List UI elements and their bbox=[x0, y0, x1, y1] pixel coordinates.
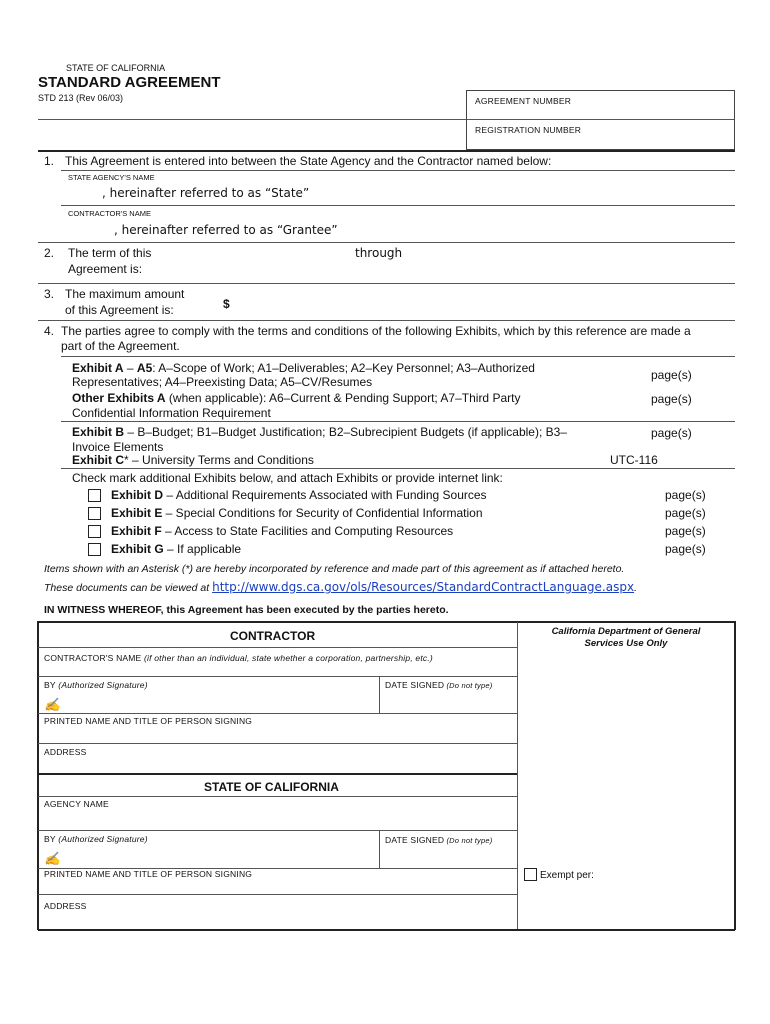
agreement-number-field[interactable] bbox=[466, 90, 735, 150]
state-date-label: DATE SIGNED bbox=[385, 835, 445, 845]
exhibit-b-description-line-2: Invoice Elements bbox=[72, 440, 164, 454]
term-label-line-2: Agreement is: bbox=[68, 262, 143, 276]
check-mark-instructions: Check mark additional Exhibits below, and attach Exhibits or provide internet link: bbox=[72, 471, 503, 485]
contractor-by-label: BY bbox=[44, 680, 56, 690]
other-exhibits-description: (when applicable): A6–Current & Pending Support; A7–Third Party bbox=[165, 391, 521, 405]
witness-statement: IN WITNESS WHEREOF, this Agreement has been executed by the parties hereto. bbox=[44, 604, 449, 616]
section-1-number: 1. bbox=[44, 154, 55, 168]
term-through-label: through bbox=[355, 246, 403, 260]
contractor-name-field-label[interactable] bbox=[44, 653, 433, 663]
contractor-date-note: (Do not type) bbox=[444, 681, 493, 690]
state-signature-field[interactable] bbox=[44, 834, 148, 844]
state-heading: STATE OF CALIFORNIA bbox=[204, 780, 339, 794]
contractor-address-field[interactable]: ADDRESS bbox=[44, 747, 87, 757]
exhibit-c-reference: UTC-116 bbox=[610, 453, 658, 467]
standard-contract-language-link[interactable]: http://www.dgs.ca.gov/ols/Resources/StandardContractLanguage.aspx bbox=[212, 580, 635, 594]
section-4-text-line-1: The parties agree to comply with the terms and conditions of the following Exhibits, which by this reference are made a bbox=[61, 324, 691, 338]
agreement-number-label: AGREEMENT NUMBER bbox=[475, 96, 572, 106]
contractor-name-label: CONTRACTOR'S NAME bbox=[68, 209, 151, 218]
state-by-note: (Authorized Signature) bbox=[55, 834, 148, 844]
state-of-california-label: STATE OF CALIFORNIA bbox=[66, 63, 166, 73]
exhibit-g-row bbox=[111, 542, 241, 556]
state-agency-name-label: STATE AGENCY'S NAME bbox=[68, 173, 155, 182]
page-title: STANDARD AGREEMENT bbox=[38, 74, 221, 91]
exhibit-d-description: – Additional Requirements Associated with Funding Sources bbox=[163, 488, 487, 502]
exempt-checkbox[interactable] bbox=[524, 868, 537, 881]
exhibit-d-row bbox=[111, 488, 487, 502]
exhibit-a-description-line-2: Representatives; A4–Preexisting Data; A5–CV/Resumes bbox=[72, 375, 373, 389]
state-date-note: (Do not type) bbox=[444, 836, 493, 845]
contractor-by-note: (Authorized Signature) bbox=[55, 680, 148, 690]
exhibit-a-label: Exhibit A bbox=[72, 361, 124, 375]
exhibit-c-description: * – University Terms and Conditions bbox=[124, 453, 314, 467]
max-amount-label-line-2: of this Agreement is: bbox=[65, 303, 174, 317]
section-1-text: This Agreement is entered into between the State Agency and the Contractor named below: bbox=[65, 154, 552, 168]
state-by-label: BY bbox=[44, 834, 56, 844]
dgs-use-only-line-1: California Department of General bbox=[551, 626, 701, 637]
exhibit-b-pages: page(s) bbox=[651, 426, 692, 440]
exhibit-a-dash: – bbox=[123, 361, 137, 375]
state-agency-name-field[interactable]: , hereinafter referred to as “State” bbox=[102, 186, 310, 200]
exempt-per-label: Exempt per: bbox=[540, 870, 594, 881]
max-amount-label-line-1: The maximum amount bbox=[65, 287, 185, 301]
exhibit-c-row bbox=[72, 453, 314, 467]
other-exhibits-description-line-2: Confidential Information Requirement bbox=[72, 406, 271, 420]
exhibit-a-pages: page(s) bbox=[651, 368, 692, 382]
section-2-number: 2. bbox=[44, 246, 55, 260]
section-4-number: 4. bbox=[44, 324, 55, 338]
state-address-field[interactable]: ADDRESS bbox=[44, 901, 87, 911]
exhibit-a-row bbox=[72, 361, 535, 375]
exhibit-c-label: Exhibit C bbox=[72, 453, 125, 467]
viewed-at-period: . bbox=[634, 582, 637, 594]
agency-name-field[interactable]: AGENCY NAME bbox=[44, 799, 109, 809]
contractor-name-label-text: CONTRACTOR'S NAME bbox=[44, 653, 142, 663]
form-id: STD 213 (Rev 06/03) bbox=[38, 93, 124, 103]
exhibit-f-pages: page(s) bbox=[665, 524, 706, 538]
state-printed-name-field[interactable]: PRINTED NAME AND TITLE OF PERSON SIGNING bbox=[44, 869, 253, 879]
contractor-heading: CONTRACTOR bbox=[230, 629, 316, 643]
exhibit-f-row bbox=[111, 524, 453, 538]
exhibit-e-description: – Special Conditions for Security of Confidential Information bbox=[162, 506, 483, 520]
exhibit-e-checkbox[interactable] bbox=[88, 507, 101, 520]
section-4-text-line-2: part of the Agreement. bbox=[61, 339, 180, 353]
exhibit-f-checkbox[interactable] bbox=[88, 525, 101, 538]
registration-number-label: REGISTRATION NUMBER bbox=[475, 125, 582, 135]
contractor-name-note: (if other than an individual, state whether a corporation, partnership, etc.) bbox=[141, 653, 433, 663]
other-exhibits-pages: page(s) bbox=[651, 392, 692, 406]
exhibit-f-label: Exhibit F bbox=[111, 524, 162, 538]
contractor-signature-field[interactable] bbox=[44, 680, 148, 690]
exhibit-f-description: – Access to State Facilities and Computing Resources bbox=[161, 524, 454, 538]
exhibit-g-description: – If applicable bbox=[163, 542, 242, 556]
currency-symbol: $ bbox=[223, 297, 230, 311]
term-label-line-1: The term of this bbox=[68, 246, 152, 260]
section-3-number: 3. bbox=[44, 287, 55, 301]
contractor-pen-icon: ✍ bbox=[44, 697, 61, 712]
exhibit-b-row bbox=[72, 425, 567, 439]
contractor-name-field[interactable]: , hereinafter referred to as “Grantee” bbox=[114, 223, 338, 237]
dgs-use-only-line-2: Services Use Only bbox=[584, 638, 668, 649]
exhibit-a5-label: A5 bbox=[136, 361, 153, 375]
exhibit-d-checkbox[interactable] bbox=[88, 489, 101, 502]
contractor-date-label: DATE SIGNED bbox=[385, 680, 445, 690]
exhibit-a-description: : A–Scope of Work; A1–Deliverables; A2–Key Personnel; A3–Authorized bbox=[152, 361, 535, 375]
exhibit-d-label: Exhibit D bbox=[111, 488, 164, 502]
exhibit-b-label: Exhibit B bbox=[72, 425, 125, 439]
exhibit-g-label: Exhibit G bbox=[111, 542, 164, 556]
exhibit-g-pages: page(s) bbox=[665, 542, 706, 556]
contractor-printed-name-field[interactable]: PRINTED NAME AND TITLE OF PERSON SIGNING bbox=[44, 716, 253, 726]
exhibit-b-description: – B–Budget; B1–Budget Justification; B2–Subrecipient Budgets (if applicable); B3– bbox=[124, 425, 567, 439]
viewed-at-note bbox=[44, 580, 637, 594]
exhibit-g-checkbox[interactable] bbox=[88, 543, 101, 556]
exhibit-e-row bbox=[111, 506, 483, 520]
exhibit-d-pages: page(s) bbox=[665, 488, 706, 502]
asterisk-note: Items shown with an Asterisk (*) are hereby incorporated by reference and made part of this agreement as if attached hereto. bbox=[44, 563, 625, 575]
state-date-signed-field[interactable] bbox=[385, 835, 492, 845]
other-exhibits-row bbox=[72, 391, 520, 405]
viewed-at-text: These documents can be viewed at bbox=[44, 582, 213, 594]
exhibit-e-label: Exhibit E bbox=[111, 506, 163, 520]
contractor-date-signed-field[interactable] bbox=[385, 680, 492, 690]
other-exhibits-label: Other Exhibits A bbox=[72, 391, 166, 405]
exhibit-e-pages: page(s) bbox=[665, 506, 706, 520]
state-pen-icon: ✍ bbox=[44, 851, 61, 866]
